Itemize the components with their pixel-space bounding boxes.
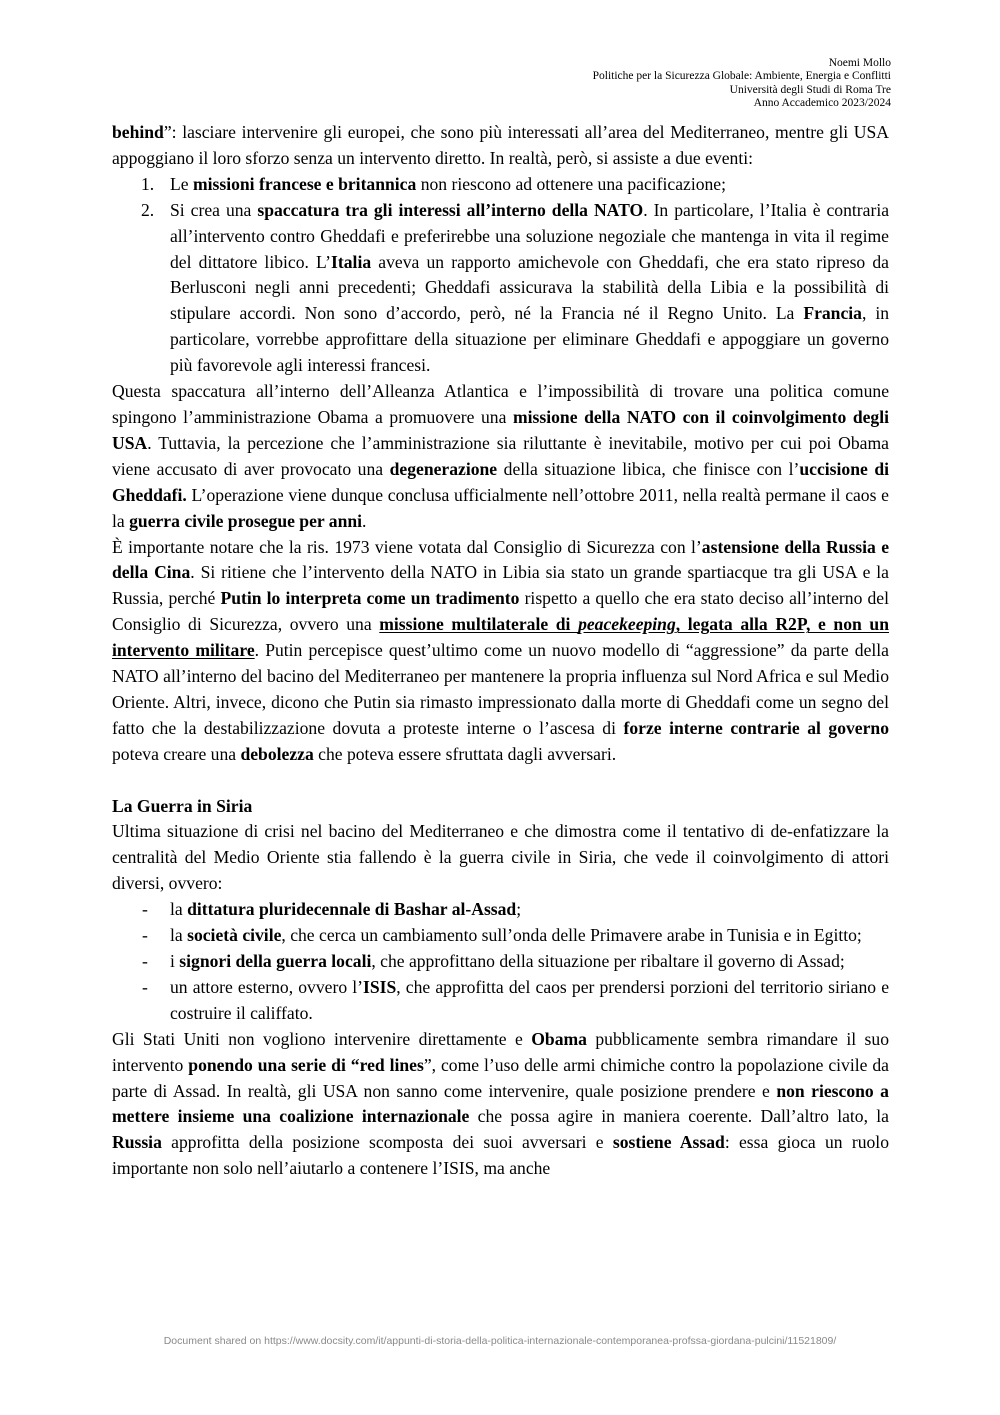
text: la <box>170 925 188 946</box>
text: . Si ritiene che l’intervento della NATO in Libia sia stato un grande spartiacque tra gli USA e la Russia, perché <box>112 562 889 609</box>
list-marker: - <box>142 976 148 997</box>
bold-text: missioni francese e britannica <box>192 173 417 194</box>
page-header <box>593 57 891 110</box>
bold-text: forze interne contrarie al governo <box>623 717 890 738</box>
bold-text: Putin lo interpreta come un tradimento <box>220 588 520 609</box>
text: della situazione libica, che finisce con l’ <box>497 458 800 479</box>
list-marker: - <box>142 950 148 971</box>
text: Si crea una <box>170 199 258 220</box>
text: Le <box>170 173 193 194</box>
text: . Tuttavia, la percezione che l’amministrazione sia riluttante è inevitabile, motivo per cui poi Obama viene accusato di aver provocato una <box>112 432 889 479</box>
dash-list-item-2 <box>112 923 889 949</box>
document-body <box>112 120 889 1182</box>
bold-text: debolezza <box>240 743 314 764</box>
text: ”, come l’uso delle armi chimiche contro la popolazione civile da parte di Assad. In realtà, gli USA non sanno come intervenire, quale posizione prendere e <box>112 1054 889 1101</box>
bold-text: degenerazione <box>389 458 498 479</box>
text: Questa spaccatura all’interno dell’Alleanza Atlantica e l’impossibilità di trovare una politica comune spingono l’amministrazione Obama a promuovere una <box>112 381 889 427</box>
text: , che cerca un cambiamento sull’onda delle Primavere arabe in Tunisia e in Egitto; <box>281 925 862 946</box>
section-title-text: La Guerra in Siria <box>112 795 253 816</box>
bold-text: behind <box>112 122 164 142</box>
text: , che approfitta del caos per prendersi porzioni del territorio siriano e costruire il califfato. <box>170 976 889 1023</box>
bold-text: ISIS <box>363 976 397 997</box>
bold-text: signori della guerra locali <box>179 950 372 971</box>
text: ; <box>516 899 522 920</box>
text: . <box>362 510 367 531</box>
list-marker: 2. <box>141 199 155 220</box>
paragraph-2 <box>112 379 889 534</box>
numbered-list-item-2 <box>112 198 889 379</box>
text: pubblicamente sembra rimandare il suo intervento <box>112 1028 889 1075</box>
header-academic-year: Anno Accademico 2023/2024 <box>753 96 891 109</box>
list-marker: 1. <box>141 173 155 194</box>
list-marker: - <box>142 899 148 920</box>
text: un attore esterno, ovvero l’ <box>170 976 363 997</box>
text: ”: lasciare intervenire gli europei, che sono più interessati all’area del Mediterraneo, mentre gli USA appoggiano il loro sforzo senza un intervento diretto. In realtà, però, si assiste a due eventi: <box>112 122 889 168</box>
bold-text: ponendo una serie di “red lines <box>188 1054 424 1075</box>
bold-text: guerra civile prosegue per anni <box>129 510 363 531</box>
page-footer: Document shared on https://www.docsity.com/it/appunti-di-storia-della-politica-internazionale-contemporanea-profssa-giordana-pulcini/11521809/ <box>163 1335 837 1347</box>
bold-text: sostiene Assad <box>612 1132 725 1153</box>
bold-text: dittatura pluridecennale di Bashar al-Assad <box>187 899 517 920</box>
text: non riescono ad ottenere una pacificazione; <box>416 173 727 194</box>
text: approfitta della posizione scomposta dei suoi avversari e <box>161 1132 613 1153</box>
bold-text: , legata alla R2P, e non un intervento militare <box>112 614 889 661</box>
list-marker: - <box>142 925 148 946</box>
bold-text: Italia <box>331 251 372 272</box>
text: . Putin percepisce quest’ultimo come un nuovo modello di “aggressione” da parte della NATO all’interno del bacino del Mediterraneo per mantenere la propria influenza sul Nord Africa e sul Medio Oriente. Altri, invece, dicono che Putin sia rimasto impressionato dalla morte di Gheddafi come un segno del fatto che la destabilizzazione dovuta a proteste interne o l’ascesa di <box>112 640 889 738</box>
header-university: Università degli Studi di Roma Tre <box>729 83 891 96</box>
bold-text: missione multilaterale di <box>379 614 579 635</box>
text: Gli Stati Uniti non vogliono intervenire direttamente e <box>112 1028 532 1049</box>
blank-line <box>112 768 889 794</box>
text: rispetto a quello che era stato deciso all’interno del Consiglio di Sicurezza, ovvero una <box>112 588 889 635</box>
dash-list-item-3 <box>112 949 889 975</box>
dash-list-item-1 <box>112 897 889 923</box>
bold-text: missione della NATO con il coinvolgimento degli USA <box>112 406 889 453</box>
section-title <box>112 794 889 820</box>
text: che possa agire in maniera coerente. Dall’altro lato, la <box>469 1106 889 1127</box>
bold-text: astensione della Russia e della Cina <box>112 536 890 583</box>
paragraph-3 <box>112 535 889 768</box>
bold-text: spaccatura tra gli interessi all’interno della NATO <box>257 199 644 220</box>
bold-text: Obama <box>531 1028 587 1049</box>
header-author: Noemi Mollo <box>828 57 891 69</box>
bold-text: società civile <box>187 925 282 946</box>
italic-bold-text: peacekeeping <box>578 614 676 635</box>
bold-text: Francia <box>803 303 862 324</box>
dash-list-item-4 <box>112 975 889 1027</box>
paragraph-5 <box>112 1027 889 1182</box>
text: i <box>170 950 180 971</box>
numbered-list-item-1 <box>112 172 889 198</box>
bold-text: Russia <box>112 1132 162 1153</box>
text: , che approfittano della situazione per ribaltare il governo di Assad; <box>371 950 845 971</box>
bold-text: uccisione di Gheddafi. <box>112 458 890 505</box>
text: che poteva essere sfruttata dagli avversari. <box>313 743 617 764</box>
paragraph-1 <box>112 120 889 172</box>
text: poteva creare una <box>112 743 241 764</box>
text: , in particolare, vorrebbe approfittare della situazione per eliminare Gheddafi e appoggiare un governo più favorevole agli interessi francesi. <box>170 303 889 376</box>
text: : essa gioca un ruolo importante non solo nell’aiutarlo a contenere l’ISIS, ma anche <box>112 1132 889 1179</box>
text: L’operazione viene dunque conclusa ufficialmente nell’ottobre 2011, nella realtà permane il caos e la <box>112 484 889 531</box>
text: la <box>170 899 188 920</box>
bold-text: non riescono a mettere insieme una coalizione internazionale <box>112 1080 889 1127</box>
text: . In particolare, l’Italia è contraria all’intervento contro Gheddafi e preferirebbe una soluzione negoziale che mantenga in vita il regime del dittatore libico. L’ <box>170 199 890 272</box>
text: È importante notare che la ris. 1973 viene votata dal Consiglio di Sicurezza con l’ <box>112 536 702 557</box>
paragraph-4: Ultima situazione di crisi nel bacino del Mediterraneo e che dimostra come il tentativo di de-enfatizzare la centralità del Medio Oriente stia fallendo è la guerra civile in Siria, che vede il coinvolgimento di attori diversi, ovvero: <box>112 821 889 894</box>
text: aveva un rapporto amichevole con Gheddafi, che era stato ripreso da Berlusconi negli anni precedenti; Gheddafi assicurava la stabilità della Libia e la possibilità di stipulare accordi. Non sono d’accordo, però, né la Francia né il Regno Unito. La <box>170 251 889 324</box>
header-course: Politiche per la Sicurezza Globale: Ambiente, Energia e Conflitti <box>592 70 891 83</box>
